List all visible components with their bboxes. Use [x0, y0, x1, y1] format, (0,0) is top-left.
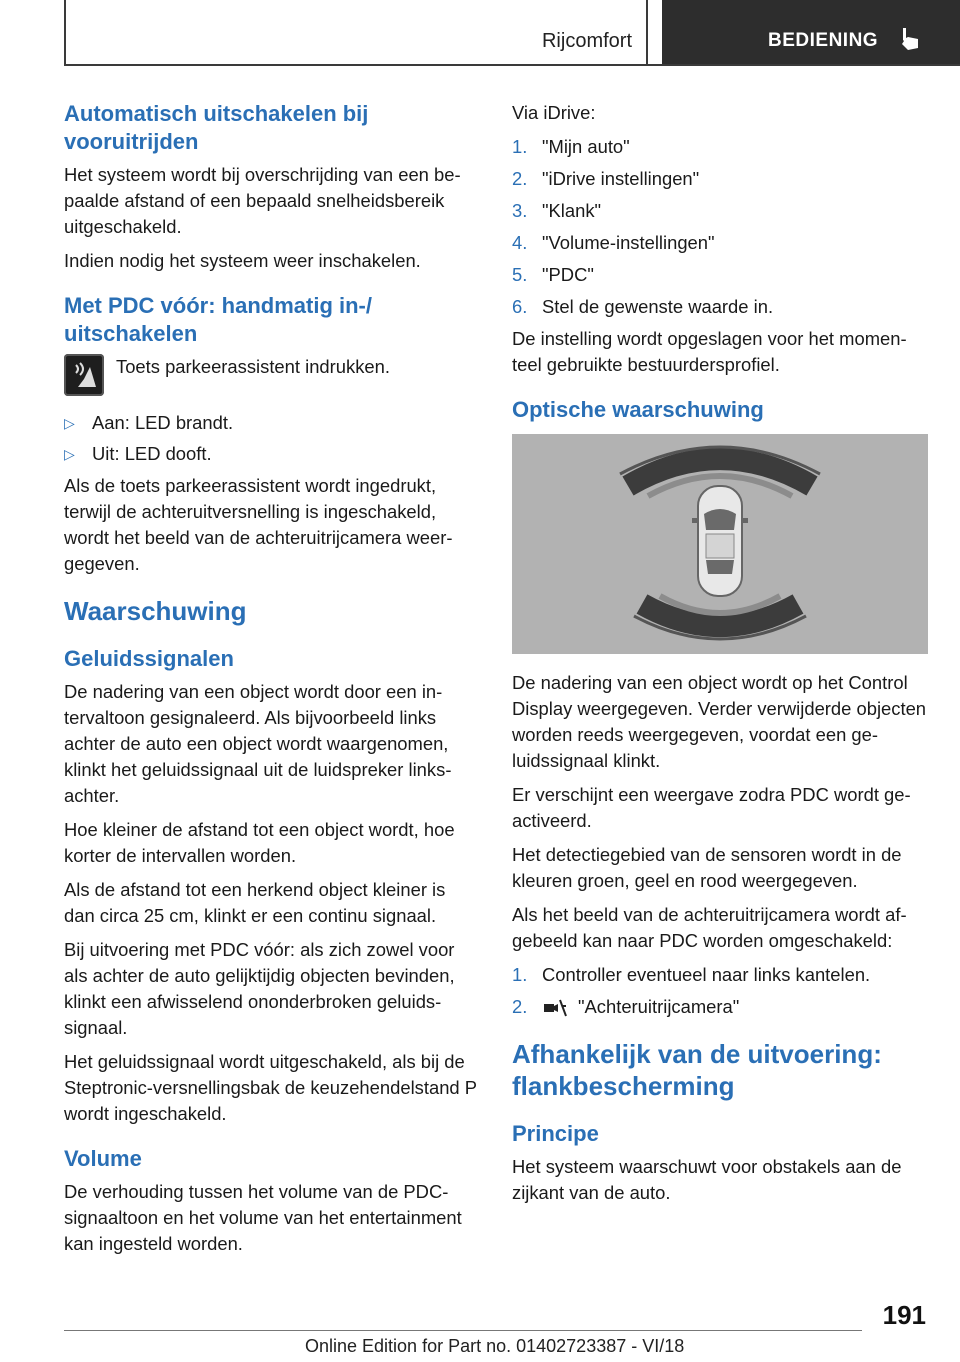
- paragraph: Er verschijnt een weergave zodra PDC wordt geactiveerd.: [512, 784, 911, 831]
- idrive-steps: [512, 134, 928, 320]
- list-item: 4. "Volume-instellingen": [512, 232, 715, 253]
- triangle-bullet-icon: ▷: [64, 415, 75, 431]
- list-item: 1. "Mijn auto": [512, 136, 630, 157]
- paragraph: Indien nodig het systeem weer inschakelen.: [64, 250, 421, 271]
- park-assist-button-icon: [64, 354, 104, 396]
- list-item: 2. "iDrive instellingen": [512, 168, 700, 189]
- edition-footer: Online Edition for Part no. 01402723387 - VI/18: [305, 1336, 685, 1356]
- header-rule: [64, 64, 960, 66]
- heading-volume: Volume: [64, 1146, 142, 1171]
- list-item: 3. "Klank": [512, 200, 602, 221]
- list-item: ▷ Uit: LED dooft.: [64, 441, 480, 467]
- paragraph: De instelling wordt opgeslagen voor het momenteel gebruikte bestuurdersprofiel.: [512, 328, 907, 375]
- paragraph: Het geluidssignaal wordt uitgeschakeld, als bij de Steptronic-versnellingsbak de keuzehendelstand P wordt ingeschakeld.: [64, 1051, 477, 1124]
- list-item: ▷ Aan: LED brandt.: [64, 410, 480, 436]
- page-number: 191: [882, 1300, 926, 1330]
- paragraph: Als de afstand tot een herkend object kleiner is dan circa 25 cm, klinkt er een continu signaal.: [64, 879, 446, 926]
- heading-optical-warning: Optische waarschuwing: [512, 397, 764, 422]
- triangle-bullet-icon: ▷: [64, 446, 75, 462]
- footer-rule: [64, 1330, 862, 1331]
- list-item: 2. "Achteruitrijcamera": [512, 996, 740, 1017]
- paragraph: De nadering van een object wordt door een intervaltoon gesignaleerd. Als bijvoorbeeld links achter de auto een object wordt waargenomen, klinkt het geluidssignaal uit de luidspreker linksachter.: [64, 681, 452, 806]
- paragraph: Hoe kleiner de afstand tot een object wordt, hoe korter de intervallen worden.: [64, 819, 455, 866]
- header-section-box: [64, 0, 648, 64]
- paragraph: Als de toets parkeerassistent wordt ingedrukt, terwijl de achteruitversnelling is ingeschakeld, wordt het beeld van de achteruitrijcamera weergegeven.: [64, 475, 453, 574]
- paragraph: Het systeem wordt bij overschrijding van een bepaalde afstand of een bepaald snelheidsbereik uitgeschakeld.: [64, 164, 461, 237]
- rear-camera-icon: [542, 998, 568, 1018]
- list-item: 5. "PDC": [512, 264, 594, 285]
- switch-to-pdc-steps: [512, 962, 928, 1020]
- chapter-tab: [662, 0, 960, 64]
- heading-flank-protection: Afhankelijk van de uitvoering: flankbescherming: [512, 1039, 882, 1101]
- car-top-view-illustration: [512, 434, 928, 654]
- pdc-display-illustration: [512, 434, 928, 654]
- paragraph: Het systeem waarschuwt voor obstakels aan de zijkant van de auto.: [512, 1156, 902, 1203]
- heading-pdc-front: Met PDC vóór: handmatig in-/ uitschakelen: [64, 293, 372, 346]
- chapter-tab-label: BEDIENING: [768, 30, 879, 51]
- paragraph: Bij uitvoering met PDC vóór: als zich zowel voor als achter de auto gelijktijdig objecten bevinden, klinkt een afwisselend ononderbroken geluidssignaal.: [64, 939, 455, 1038]
- hand-pointer-icon: [894, 24, 924, 54]
- paragraph: De verhouding tussen het volume van de PDC-signaaltoon en het volume van het entertainment kan ingesteld worden.: [64, 1181, 462, 1254]
- heading-warning: Waarschuwing: [64, 596, 247, 626]
- left-column: [64, 100, 480, 1265]
- paragraph: Als het beeld van de achteruitrijcamera wordt afgebeeld kan naar PDC worden omgeschakeld:: [512, 904, 907, 951]
- led-status-list: [64, 410, 480, 467]
- via-idrive-label: Via iDrive:: [512, 102, 596, 123]
- heading-principle: Principe: [512, 1121, 599, 1146]
- paragraph: De nadering van een object wordt op het Control Display weergegeven. Verder verwijderde objecten worden reeds weergegeven, voordat een geluidssignaal klinkt.: [512, 672, 927, 771]
- list-item: 1. Controller eventueel naar links kantelen.: [512, 964, 871, 985]
- right-column: [512, 100, 928, 1214]
- heading-auto-off: Automatisch uitschakelen bij vooruitrijden: [64, 101, 369, 154]
- paragraph: Het detectiegebied van de sensoren wordt in de kleuren groen, geel en rood weergegeven.: [512, 844, 902, 891]
- pdc-button-instruction: [64, 354, 480, 396]
- list-item: 6. Stel de gewenste waarde in.: [512, 296, 774, 317]
- section-title: Rijcomfort: [541, 30, 632, 52]
- heading-sound-signals: Geluidssignalen: [64, 646, 234, 671]
- pdc-button-text: Toets parkeerassistent indrukken.: [116, 356, 390, 377]
